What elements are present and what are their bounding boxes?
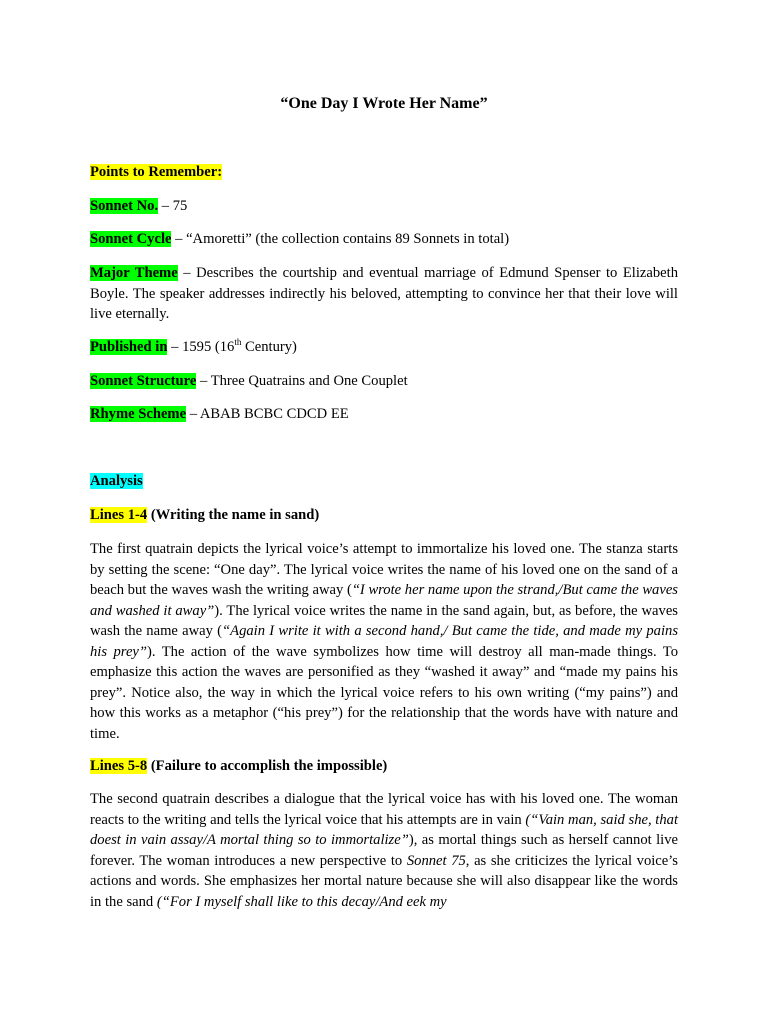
fact-label: Rhyme Scheme xyxy=(90,406,187,422)
fact-value-sup: th xyxy=(234,337,242,348)
fact-sonnet-no xyxy=(90,196,678,217)
fact-value-end: Century) xyxy=(241,339,297,355)
section-paragraph-lines-5-8 xyxy=(90,789,678,912)
paragraph-text: ), as mortal things such as herself cannot live forever. The woman introduces a new perspective to xyxy=(90,832,678,869)
paragraph-text: , as she criticizes the lyrical voice’s actions and words. She emphasizes her mortal nature because she will also disappear like the words in the sand xyxy=(90,852,678,910)
section-heading-lines-1-4 xyxy=(90,505,678,526)
fact-major-theme xyxy=(90,263,678,325)
page-title: “One Day I Wrote Her Name” xyxy=(280,95,488,112)
points-heading-line xyxy=(90,162,678,183)
paragraph-text: The second quatrain describes a dialogue that the lyrical voice has with his loved one. The woman reacts to the writing and tells the lyrical voice that his attempts are in vain xyxy=(90,791,678,828)
section-label: Lines 5-8 xyxy=(90,758,148,774)
fact-value: – “Amoretti” (the collection contains 89 Sonnets in total) xyxy=(171,231,510,247)
fact-label: Major Theme xyxy=(90,265,178,281)
section-label: Lines 1-4 xyxy=(90,507,148,523)
quotation: Sonnet 75 xyxy=(406,852,466,869)
fact-rhyme-scheme xyxy=(90,404,678,425)
points-heading: Points to Remember: xyxy=(90,164,223,180)
section-heading-lines-5-8 xyxy=(90,756,678,777)
section-subtitle: (Failure to accomplish the impossible) xyxy=(147,758,388,774)
quotation: “I wrote her name upon the strand,/But came the waves and washed it away” xyxy=(90,582,678,619)
fact-label: Sonnet No. xyxy=(90,198,159,214)
fact-value: – 1595 (16 xyxy=(167,339,235,355)
fact-value: – ABAB BCBC CDCD EE xyxy=(186,406,349,422)
paragraph-text: ). The lyrical voice writes the name in the sand again, but, as before, the waves wash the name away ( xyxy=(90,602,678,639)
fact-label: Sonnet Cycle xyxy=(90,231,172,247)
paragraph-text: The first quatrain depicts the lyrical voice’s attempt to immortalize his loved one. The stanza starts by setting the scene: “One day”. The lyrical voice writes the name of his loved one on the sand of a beach but the waves wash the writing away ( xyxy=(90,541,678,598)
analysis-heading: Analysis xyxy=(90,473,143,489)
section-subtitle: (Writing the name in sand) xyxy=(147,507,320,523)
fact-value: – Describes the courtship and eventual marriage of Edmund Spenser to Elizabeth Boyle. The speaker addresses indirectly his beloved, attempting to convince her that their love will live eternally. xyxy=(90,265,678,322)
quotation: (“Vain man, said she, that doest in vain assay/A mortal thing so to immortalize” xyxy=(90,811,679,848)
fact-value: – Three Quatrains and One Couplet xyxy=(196,373,408,389)
fact-value: – 75 xyxy=(158,198,188,214)
paragraph-text: ). The action of the wave symbolizes how time will destroy all man-made things. To emphasize this action the waves are personified as they “washed it away” and “made my pains his prey”. Notice also, the way in which the lyrical voice refers to his own writing (“my pains”) and how this works as a metaphor (“his prey”) for the relationship that the words have with nature and time. xyxy=(90,643,679,742)
fact-sonnet-structure xyxy=(90,371,678,392)
quotation: (“For I myself shall like to this decay/And eek my xyxy=(156,893,447,910)
analysis-heading-line xyxy=(90,471,678,492)
fact-label: Sonnet Structure xyxy=(90,373,197,389)
fact-published-in xyxy=(90,337,678,358)
section-paragraph-lines-1-4 xyxy=(90,539,678,744)
fact-sonnet-cycle xyxy=(90,229,678,250)
fact-label: Published in xyxy=(90,339,168,355)
quotation: “Again I write it with a second hand,/ But came the tide, and made my pains his prey” xyxy=(90,623,678,660)
